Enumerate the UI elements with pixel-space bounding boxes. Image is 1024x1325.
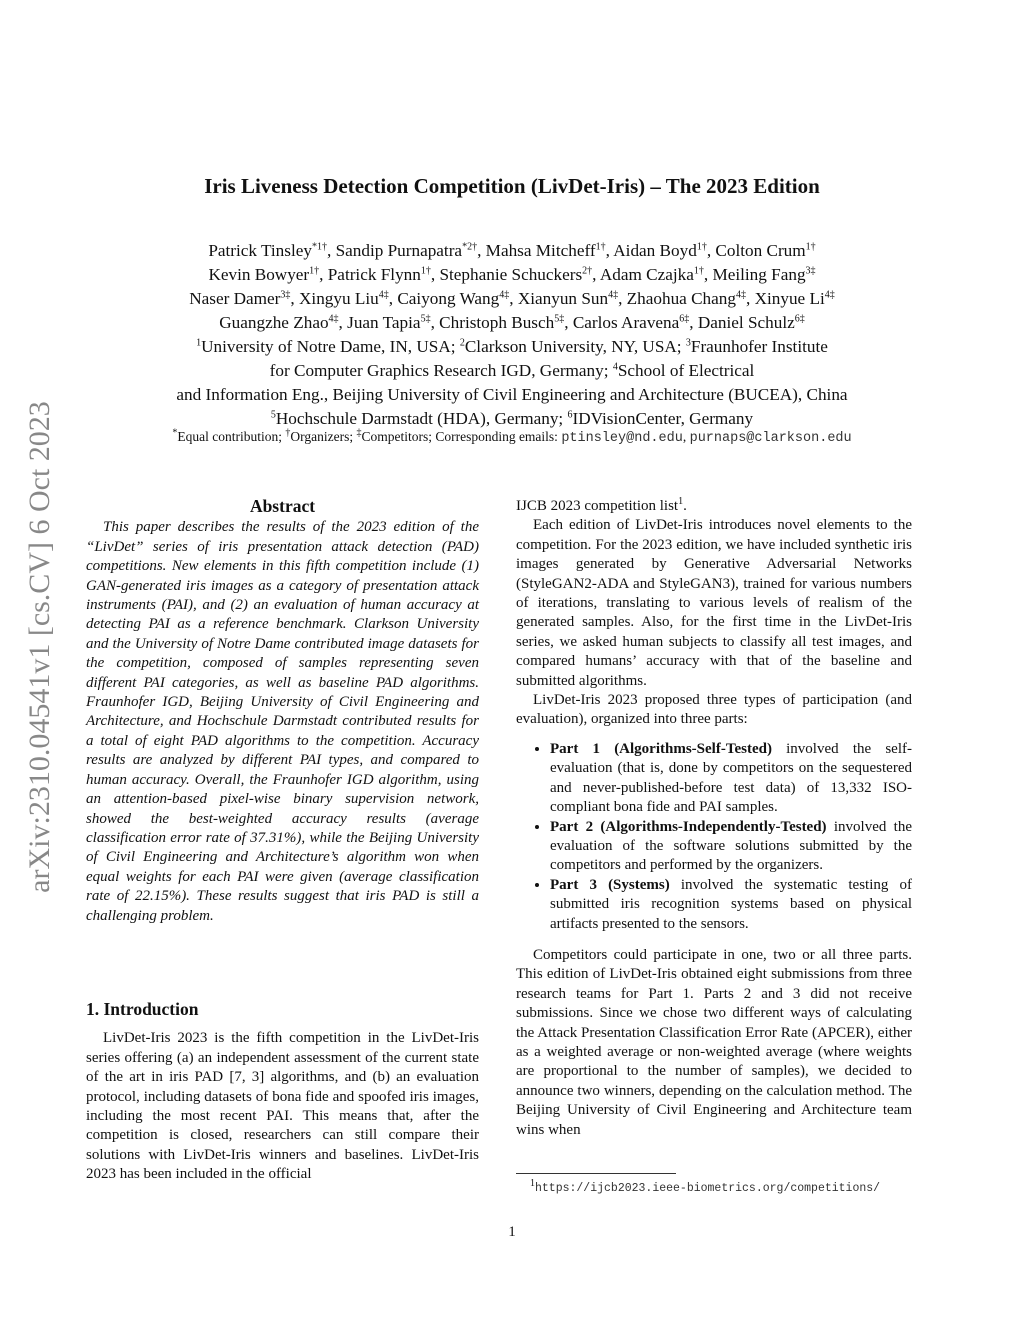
item-label: Part 3 (Systems) bbox=[550, 876, 670, 893]
paper-title: Iris Liveness Detection Competition (LivDet-Iris) – The 2023 Edition bbox=[204, 174, 820, 198]
item-text: involved the evaluation of the software solutions submitted by the competitors and performed by the organizers. bbox=[550, 818, 912, 874]
footnote bbox=[530, 1180, 880, 1195]
author-line: Guangzhe Zhao$^{4\ddagger}$, Juan Tapia$^{5\ddagger}$, Christoph Busch$^{5\ddagger}$, Carlos Aravena$^{6\ddagger}$, Daniel Schulz$^{6\ddagger}$ bbox=[219, 313, 805, 332]
list-item bbox=[550, 876, 912, 934]
item-text: involved the systematic testing of submitted iris recognition systems based on physical artifacts presented to the sensors. bbox=[550, 876, 912, 932]
author-notes bbox=[60, 429, 964, 446]
page-number: 1 bbox=[508, 1224, 516, 1240]
paragraph: LivDet-Iris 2023 proposed three types of participation (and evaluation), organized into three parts: bbox=[516, 692, 912, 728]
participation-list bbox=[516, 740, 912, 934]
affiliation-line: $^1$University of Notre Dame, IN, USA; $^2$Clarkson University, NY, USA; $^3$Fraunhofer Institute bbox=[196, 337, 828, 356]
author-line: Naser Damer$^{3\ddagger}$, Xingyu Liu$^{4\ddagger}$, Caiyong Wang$^{4\ddagger}$, Xianyun Sun$^{4\ddagger}$, Zhaohua Chang$^{4\ddagger}$, Xinyue $Li^{4\ddagger}$ bbox=[189, 289, 835, 308]
abstract-section bbox=[86, 497, 479, 926]
arxiv-identifier: arXiv:2310.04541v1 [cs.CV] 6 Oct 2023 bbox=[23, 401, 56, 893]
separator: , bbox=[682, 429, 690, 444]
email-link[interactable]: ptinsley@nd.edu bbox=[561, 431, 683, 446]
email-link[interactable]: purnaps@clarkson.edu bbox=[689, 431, 852, 446]
paragraph: LivDet-Iris 2023 is the fifth competition in the LivDet-Iris series offering (a) an independent assessment of the current state of the art in iris PAD [7, 3] algorithms, and (b) an evaluation protocol, including datasets of bona fide and spoofed iris images, including the most recent PAI. This means that, after the competition is closed, researchers can still compare their solutions with LivDet-Iris winners and baselines. LivDet-Iris 2023 has been included in the official bbox=[86, 1030, 479, 1183]
author-list bbox=[60, 239, 964, 431]
abstract-text: This paper describes the results of the 2023 edition of the “LivDet” series of iris presentation attack detection (PAD) competitions. New elements in this fifth competition include (1) GAN-generated iris images as a category of presentation attack instruments (PAI), and (2) an evaluation of human accuracy at detecting PAI as a reference benchmark. Clarkson University and the University of Notre Dame contributed image datasets for the competition, composed of samples representing seven different PAI categories, as well as baseline PAD algorithms. Fraunhofer IGD, Beijing University of Civil Engineering and Architecture, and Hochschule Darmstadt contributed results for a total of eight PAD algorithms to the competition. Accuracy results are analyzed by different PAI types, and compared to human accuracy. Overall, the Fraunhofer IGD algorithm, using an attention-based pixel-wise binary supervision network, showed the best-weighted accuracy results (average classification error rate of 37.31%), while the Beijing University of Civil Engineering and Architecture’s algorithm won when equal weights for each PAI were given (average classification rate of 22.15%). These results suggest that iris PAD is still a challenging problem. bbox=[86, 519, 479, 924]
author-line: Patrick Tinsley$^{*1\dagger}$, Sandip Purnapatra$^{*2\dagger}$, Mahsa Mitcheff$^{1\dagger}$, Aidan Boyd$^{1\dagger}$, Colton Crum$^{1\dagger}$ bbox=[208, 241, 816, 260]
affiliation-line: $^5$Hochschule Darmstadt (HDA), Germany; $^6$IDVisionCenter, Germany bbox=[270, 409, 754, 428]
author-line: Kevin Bowyer$^{1\dagger}$, Patrick Flynn$^{1\dagger}$, Stephanie Schuckers$^{2\dagger}$, Adam Czajka$^{1\dagger}$, Meiling Fang$^{3\ddagger}$ bbox=[208, 265, 816, 284]
introduction-section bbox=[86, 1000, 479, 1185]
affiliation-line: for Computer Graphics Research IGD, Germany; $^4$School of Electrical bbox=[269, 361, 755, 380]
footnote-url[interactable]: https://ijcb2023.ieee-biometrics.org/competitions/ bbox=[535, 1182, 881, 1195]
affiliation-line: and Information Eng., Beijing University of Civil Engineering and Architecture (BUCEA), China bbox=[176, 385, 848, 404]
paragraph: Each edition of LivDet-Iris introduces novel elements to the competition. For the 2023 edition, we have included synthetic iris images generated by Generative Adversarial Networks (StyleGAN2-ADA and StyleGAN3), trained for various numbers of iterations, translating to various levels of realism of the generated samples. Also, for the first time in the LivDet-Iris series, we asked human subjects to classify all test images, and compared humans’ accuracy with that of the baseline and submitted algorithms. bbox=[516, 517, 912, 689]
item-label: Part 2 (Algorithms-Independently-Tested) bbox=[550, 818, 827, 835]
paragraph: Competitors could participate in one, two or all three parts. This edition of LivDet-Iris obtained eight submissions from three research teams for Part 1. Parts 2 and 3 did not receive submissions. Since we chose two different ways of calculating the Attack Presentation Classification Error Rate (APCER), either as a weighted average or non-weighted average (where weights are proportional to the number of samples), we decided to announce two winners, depending on the calculation method. The Beijing University of Civil Engineering and Architecture team wins when bbox=[516, 946, 912, 1138]
right-column bbox=[516, 497, 912, 1140]
notes-text: *Equal contribution; †Organizers; ‡Competitors; Corresponding emails: bbox=[172, 427, 562, 444]
footnote-divider bbox=[516, 1173, 676, 1174]
footnote-mark: 1 bbox=[530, 1178, 535, 1189]
section-heading: 1. Introduction bbox=[86, 999, 199, 1019]
item-label: Part 1 (Algorithms-Self-Tested) bbox=[550, 740, 772, 757]
list-item bbox=[550, 740, 912, 818]
item-text: involved the self-evaluation (that is, done by competitors on the sequestered and never-published-before test data) of 13,332 ISO-compliant bona fide and PAI samples. bbox=[550, 740, 912, 816]
abstract-heading: Abstract bbox=[249, 496, 316, 516]
list-item bbox=[550, 818, 912, 876]
paragraph: IJCB 2023 competition list$^1$. bbox=[516, 496, 687, 514]
